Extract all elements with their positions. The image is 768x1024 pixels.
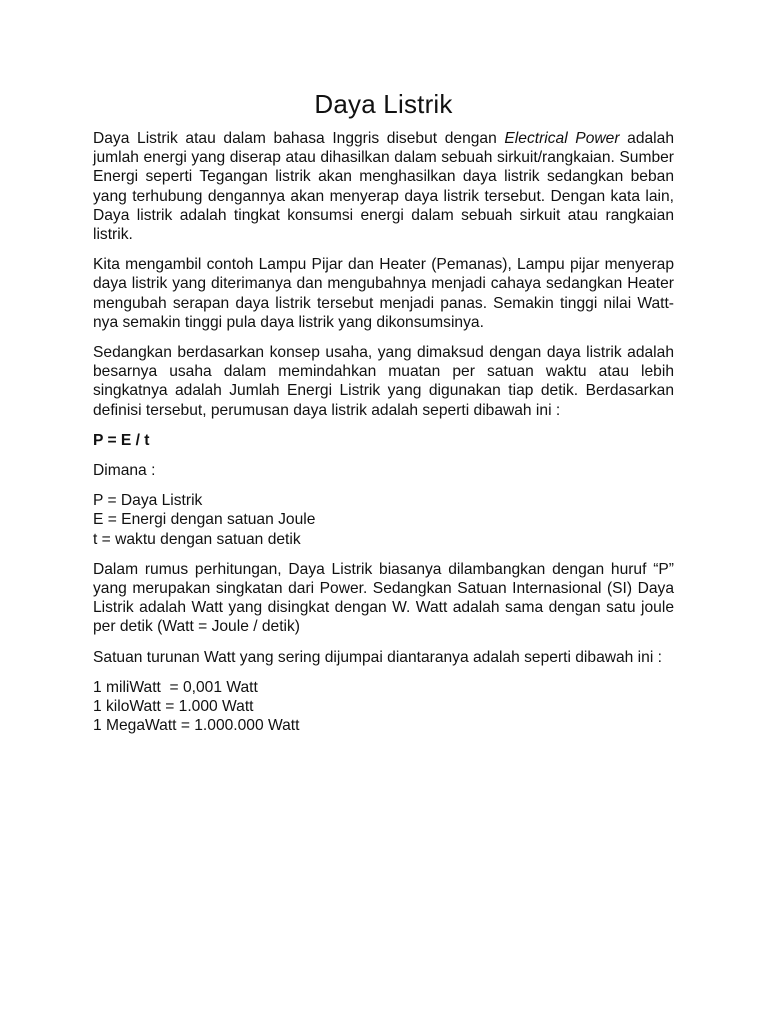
paragraph-derived-units: Satuan turunan Watt yang sering dijumpai diantaranya adalah seperti dibawah ini : (93, 648, 662, 666)
unit-conversion-list (93, 678, 674, 736)
paragraph-concept: Sedangkan berdasarkan konsep usaha, yang dimaksud dengan daya listrik adalah besarnya usaha dalam memindahkan muatan per satuan waktu atau lebih singkatnya adalah Jumlah Energi Listrik yang digunakan tiap detik. Berdasarkan definisi tersebut, perumusan daya listrik adalah seperti dibawah ini : (93, 344, 674, 419)
paragraph-example: Kita mengambil contoh Lampu Pijar dan Heater (Pemanas), Lampu pijar menyerap daya listrik yang diterimanya dan mengubahnya menjadi cahaya sedangkan Heater mengubah serapan daya listrik tersebut menjadi panas. Semakin tinggi nilai Watt-nya semakin tinggi pula daya listrik yang dikonsumsinya. (93, 256, 674, 331)
paragraph-definition (93, 129, 674, 244)
power-formula: P = E / t (93, 431, 150, 449)
paragraph-definition-start: Daya Listrik atau dalam bahasa Inggris disebut dengan (93, 130, 505, 147)
paragraph-definition-end: adalah jumlah energi yang diserap atau dihasilkan dalam sebuah sirkuit/rangkaian. Sumber Energi seperti Tegangan listrik akan menghasilkan daya listrik sedangkan beban yang terhubung dengannya akan menyerap daya listrik tersebut. Dengan kata lain, Daya listrik adalah tingkat konsumsi energi dalam sebuah sirkuit atau rangkaian listrik. (93, 130, 674, 244)
electrical-power-term: Electrical Power (504, 130, 620, 147)
definition-item: P = Daya Listrik (93, 492, 203, 510)
paragraph-unit-si: Dalam rumus perhitungan, Daya Listrik biasanya dilambangkan dengan huruf “P” yang merupakan singkatan dari Power. Sedangkan Satuan Internasional (SI) Daya Listrik adalah Watt yang disingkat dengan W. Watt adalah sama dengan satu joule per detik (Watt = Joule / detik) (93, 560, 674, 636)
document-title: Daya Listrik (314, 89, 453, 119)
document-page (93, 88, 674, 746)
definition-list (93, 491, 674, 549)
dimana-label: Dimana : (93, 462, 156, 480)
unit-conversion-item: 1 MegaWatt = 1.000.000 Watt (93, 717, 300, 735)
unit-conversion-item: 1 kiloWatt = 1.000 Watt (93, 698, 254, 716)
unit-conversion-item: 1 miliWatt = 0,001 Watt (93, 678, 258, 696)
definition-item: E = Energi dengan satuan Joule (93, 511, 316, 529)
definition-item: t = waktu dengan satuan detik (93, 530, 301, 548)
